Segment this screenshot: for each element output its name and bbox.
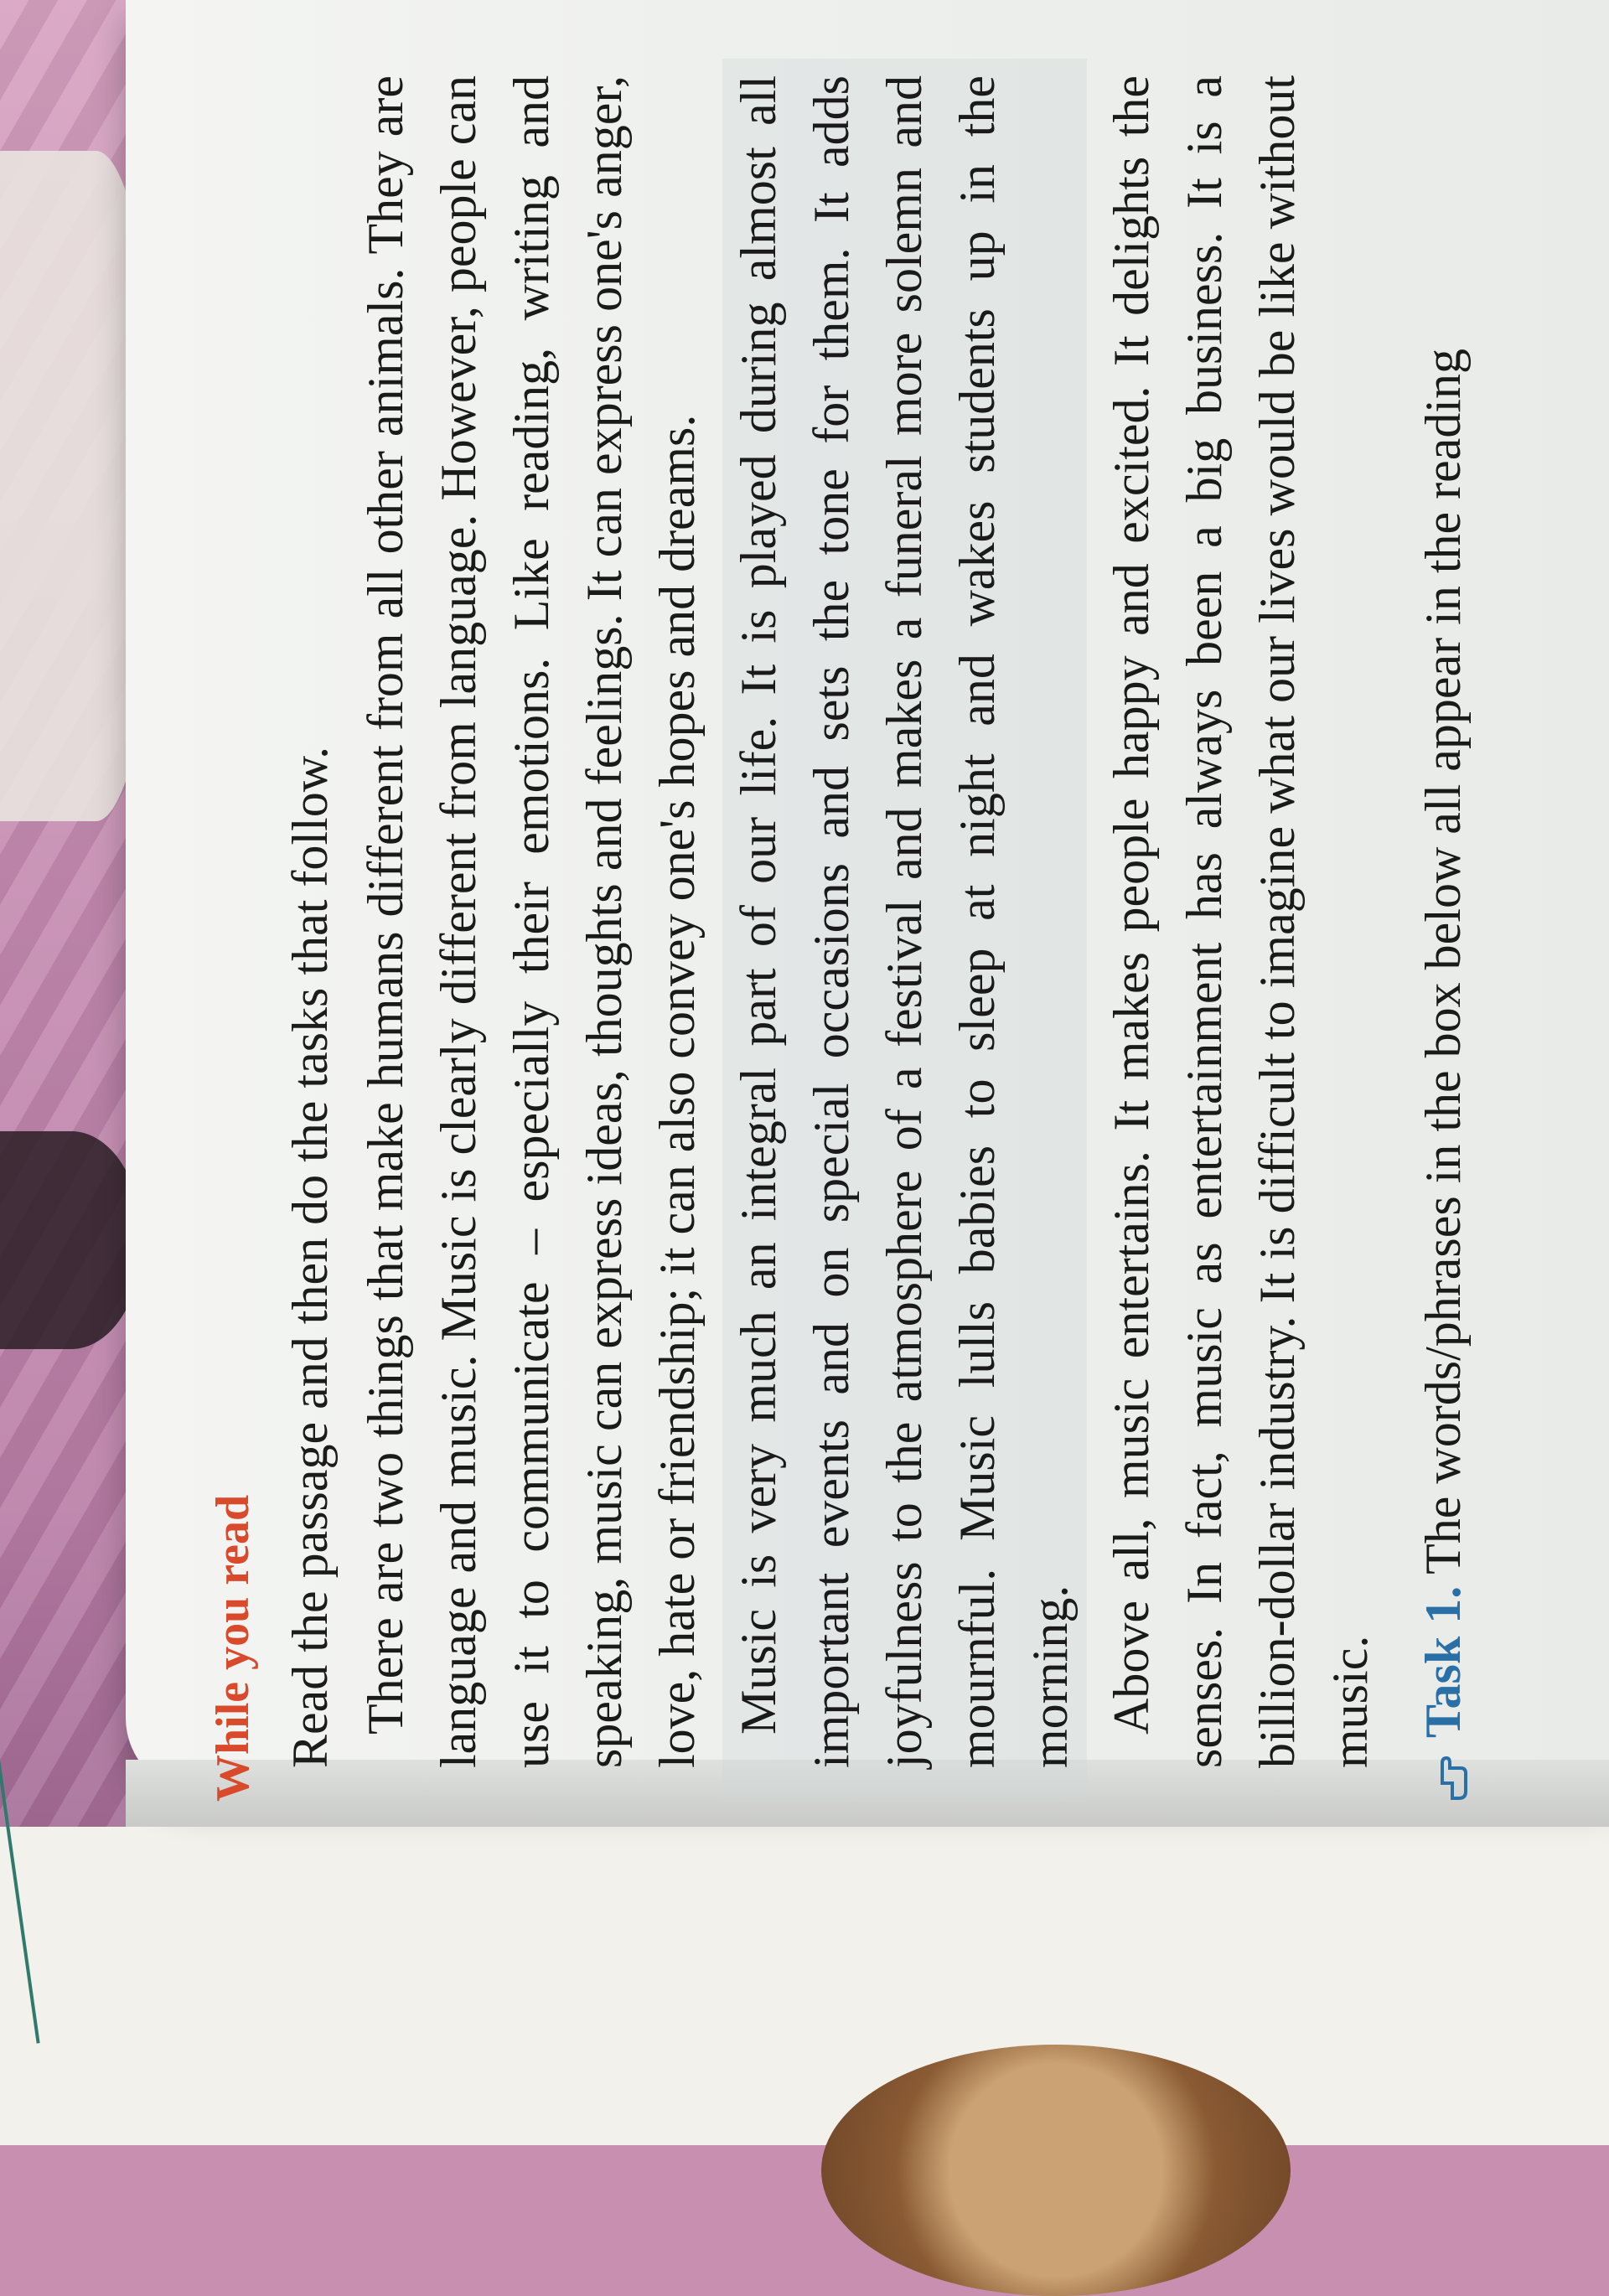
task-text: The words/phrases in the box below all appear in the reading	[1415, 348, 1471, 1575]
page-content	[197, 59, 1555, 1802]
adjacent-page-illustration	[821, 2045, 1291, 2296]
task-heading	[1407, 59, 1479, 1802]
pointing-hand-icon	[1427, 1751, 1469, 1802]
section-title: While you read	[207, 1494, 259, 1802]
task-label: Task 1.	[1415, 1585, 1471, 1738]
paragraph-2: Music is very much an integral part of our life. It is played during almost all important events and on special occasions and sets the tone for them. It adds joyfulness to the atmosphere of a festival and makes a funeral more solemn and mournful. Music lulls babies to sleep at night and wakes students up in the morning.	[722, 59, 1087, 1802]
background-fabric-shadow	[0, 1131, 142, 1349]
reading-instruction: Read the passage and then do the tasks that follow.	[282, 746, 338, 1768]
adjacent-page	[0, 1827, 1609, 2145]
paragraph-3: Above all, music entertains. It makes people happy and excited. It delights the senses. In fact, music as entertainment has always been a big business. It is a billion-dollar industry. It is difficult to imagine what our lives would be like without music.	[1104, 75, 1378, 1768]
paragraph-1: There are two things that make humans different from all other animals. They are language and music. Music is clearly different from language. However, people can use it to communicate – especially their emotions. Like reading, writing and speaking, music can express ideas, thoughts and feelings. It can express one's anger, love, hate or friendship; it can also convey one's hopes and dreams.	[358, 75, 705, 1768]
